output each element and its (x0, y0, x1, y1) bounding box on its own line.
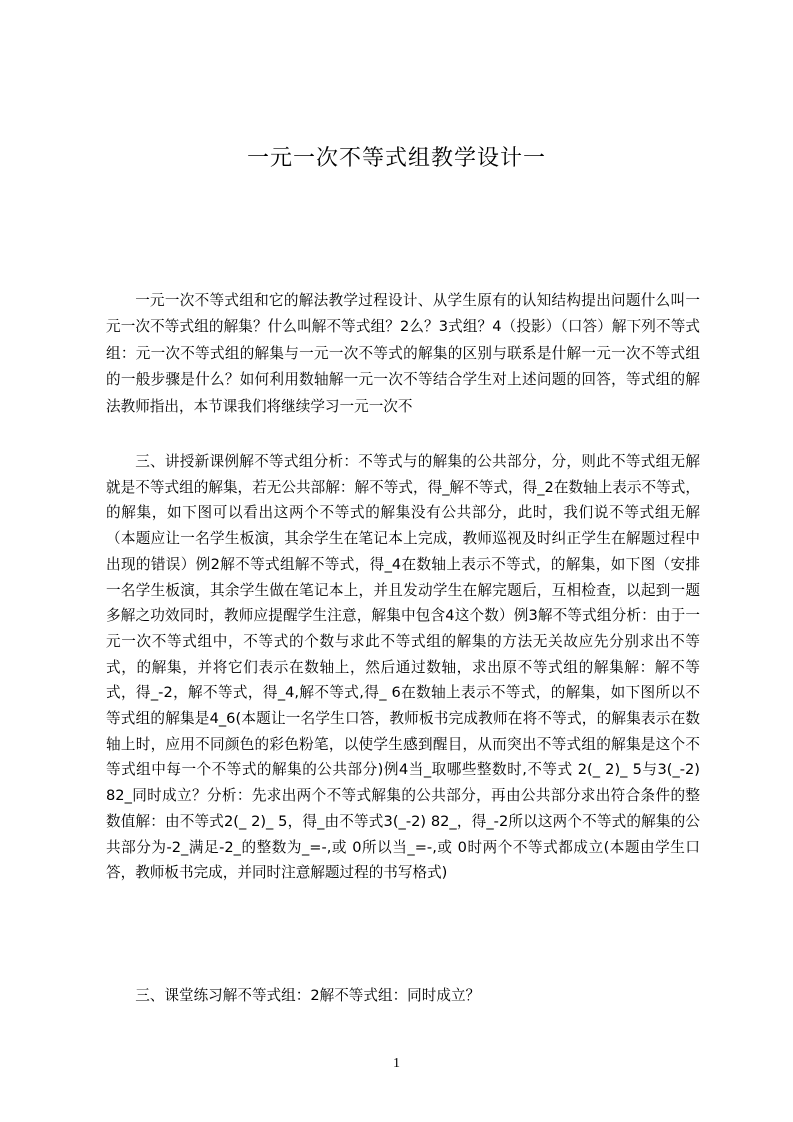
paragraph-new-lesson: 三、讲授新课例解不等式组分析：不等式与的解集的公共部分，分，则此不等式组无解就是不等式组的解集，若无公共部解：解不等式，得_解不等式，得_2在数轴上表示不等式，的解集，如下图可以看出这两个不等式的解集没有公共部分，此时，我们说不等式组无解（本题应让一名学生板演，其余学生在笔记本上完成，教师巡视及时纠正学生在解题过程中出现的错误）例2解不等式组解不等式，得_4在数轴上表示不等式，的解集，如下图（安排一名学生板演，其余学生做在笔记本上，并且发动学生在解完题后，互相检查，以起到一题多解之功效同时，教师应提醒学生注意，解集中包含4这个数）例3解不等式组分析：由于一元一次不等式组中，不等式的个数与求此不等式组的解集的方法无关故应先分别求出不等式，的解集，并将它们表示在数轴上，然后通过数轴，求出原不等式组的解集解：解不等式，得_-2，解不等式，得_4,解不等式,得_ 6在数轴上表示不等式，的解集，如下图所以不等式组的解集是4_6(本题让一名学生口答，教师板书完成教师在将不等式，的解集表示在数轴上时，应用不同颜色的彩色粉笔，以使学生感到醒目，从而突出不等式组的解集是这个不等式组中每一个不等式的解集的公共部分)例4当_取哪些整数时,不等式 2(_ 2)_ 5与3(_-2) 82_同时成立？分析：先求出两个不等式解集的公共部分，再由公共部分求出符合条件的整数值解：由不等式2(_ 2)_ 5，得_由不等式3(_-2) 82_，得_-2所以这两个不等式的解集的公共部分为-2_满足-2_的整数为_=-,或 0所以当_=-,或 0时两个不等式都成立(本题由学生口答，教师板书完成，并同时注意解题过程的书写格式) (106, 453, 700, 882)
paragraph-intro: 一元一次不等式组和它的解法教学过程设计、从学生原有的认知结构提出问题什么叫一元一次不等式组的解集？什么叫解不等式组？2么？3式组？4（投影）（口答）解下列不等式组：元一次不等式组的解集与一元一次不等式的解集的区别与联系是什解一元一次不等式组的一般步骤是什么？如何利用数轴解一元一次不等结合学生对上述问题的回答，等式组的解法教师指出，本节课我们将继续学习一元一次不 (106, 292, 700, 415)
page-number: 1 (393, 1056, 400, 1071)
document-title: 一元一次不等式组教学设计一 (246, 146, 546, 171)
paragraph-practice: 三、课堂练习解不等式组：2解不等式组：同时成立？ (135, 987, 481, 1004)
